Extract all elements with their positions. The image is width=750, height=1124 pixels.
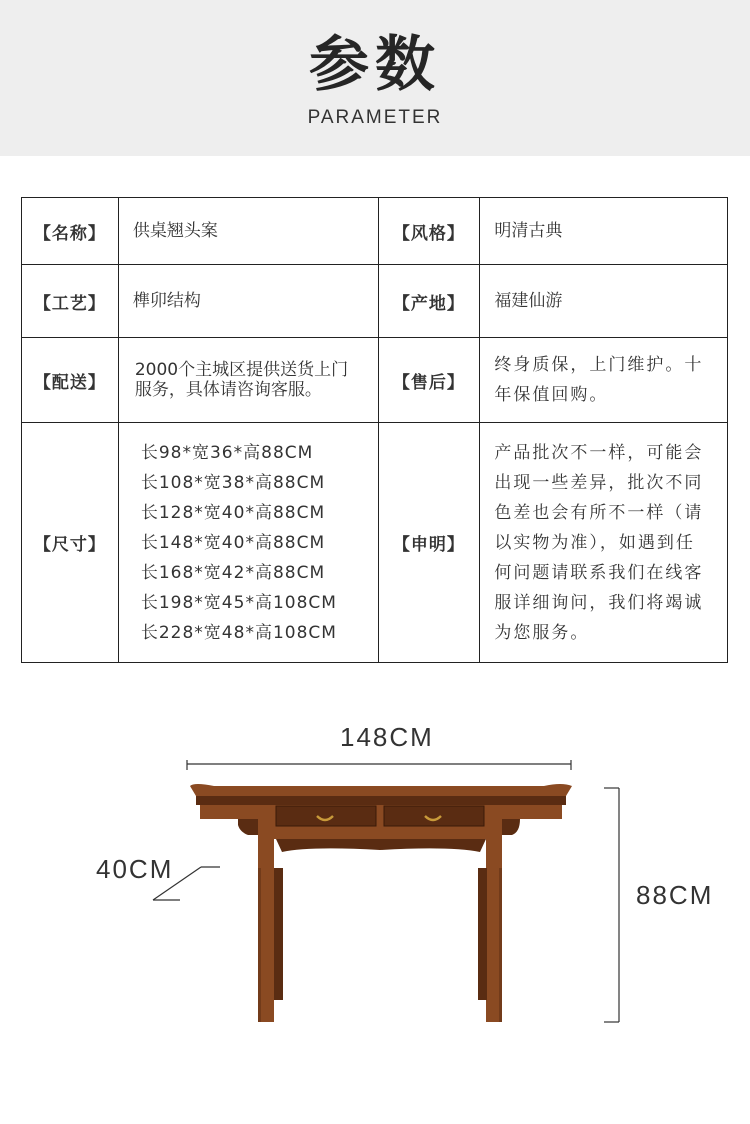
width-label: 148CM xyxy=(340,722,434,752)
delivery-value: 2000个主城区提供送货上门服务，具体请咨询客服。 xyxy=(118,338,378,423)
height-dimension-line xyxy=(604,788,619,1022)
craft-key: 【工艺】 xyxy=(22,265,119,338)
table-row xyxy=(22,338,728,423)
delivery-key: 【配送】 xyxy=(22,338,119,423)
size-option: 长98*宽36*高88CM xyxy=(140,442,314,463)
size-option: 长228*宽48*高108CM xyxy=(140,622,337,643)
size-option: 长168*宽42*高88CM xyxy=(140,562,326,583)
header-banner xyxy=(0,0,750,156)
size-option: 长108*宽38*高88CM xyxy=(140,472,326,493)
table-row xyxy=(22,198,728,265)
depth-dimension-line xyxy=(153,867,220,900)
dimension-diagram xyxy=(0,690,750,1050)
table-illustration xyxy=(0,690,750,1050)
size-option: 长198*宽45*高108CM xyxy=(140,592,337,613)
table-row xyxy=(22,265,728,338)
name-value: 供桌翘头案 xyxy=(118,198,378,265)
aftersale-key: 【售后】 xyxy=(378,338,480,423)
style-value: 明清古典 xyxy=(480,198,728,265)
craft-value: 榫卯结构 xyxy=(118,265,378,338)
altar-table xyxy=(190,784,572,1022)
page-subtitle: PARAMETER xyxy=(307,107,443,128)
name-key: 【名称】 xyxy=(22,198,119,265)
style-key: 【风格】 xyxy=(378,198,480,265)
origin-key: 【产地】 xyxy=(378,265,480,338)
note-value: 产品批次不一样，可能会出现一些差异，批次不同色差也会有所不一样（请以实物为准），如遇到任何问题请联系我们在线客服详细询问，我们将竭诚为您服务。 xyxy=(480,423,728,663)
width-dimension-line xyxy=(187,760,571,770)
size-key: 【尺寸】 xyxy=(22,423,119,663)
table-row xyxy=(22,423,728,663)
height-label: 88CM xyxy=(636,880,714,910)
size-option: 长128*宽40*高88CM xyxy=(140,502,326,523)
aftersale-value: 终身质保，上门维护。十年保值回购。 xyxy=(480,338,728,423)
size-option: 长148*宽40*高88CM xyxy=(140,532,326,553)
size-list xyxy=(118,423,378,663)
parameter-table xyxy=(21,197,728,663)
page-title: 参数 xyxy=(309,30,441,100)
depth-label: 40CM xyxy=(96,854,174,884)
origin-value: 福建仙游 xyxy=(480,265,728,338)
note-key: 【申明】 xyxy=(378,423,480,663)
